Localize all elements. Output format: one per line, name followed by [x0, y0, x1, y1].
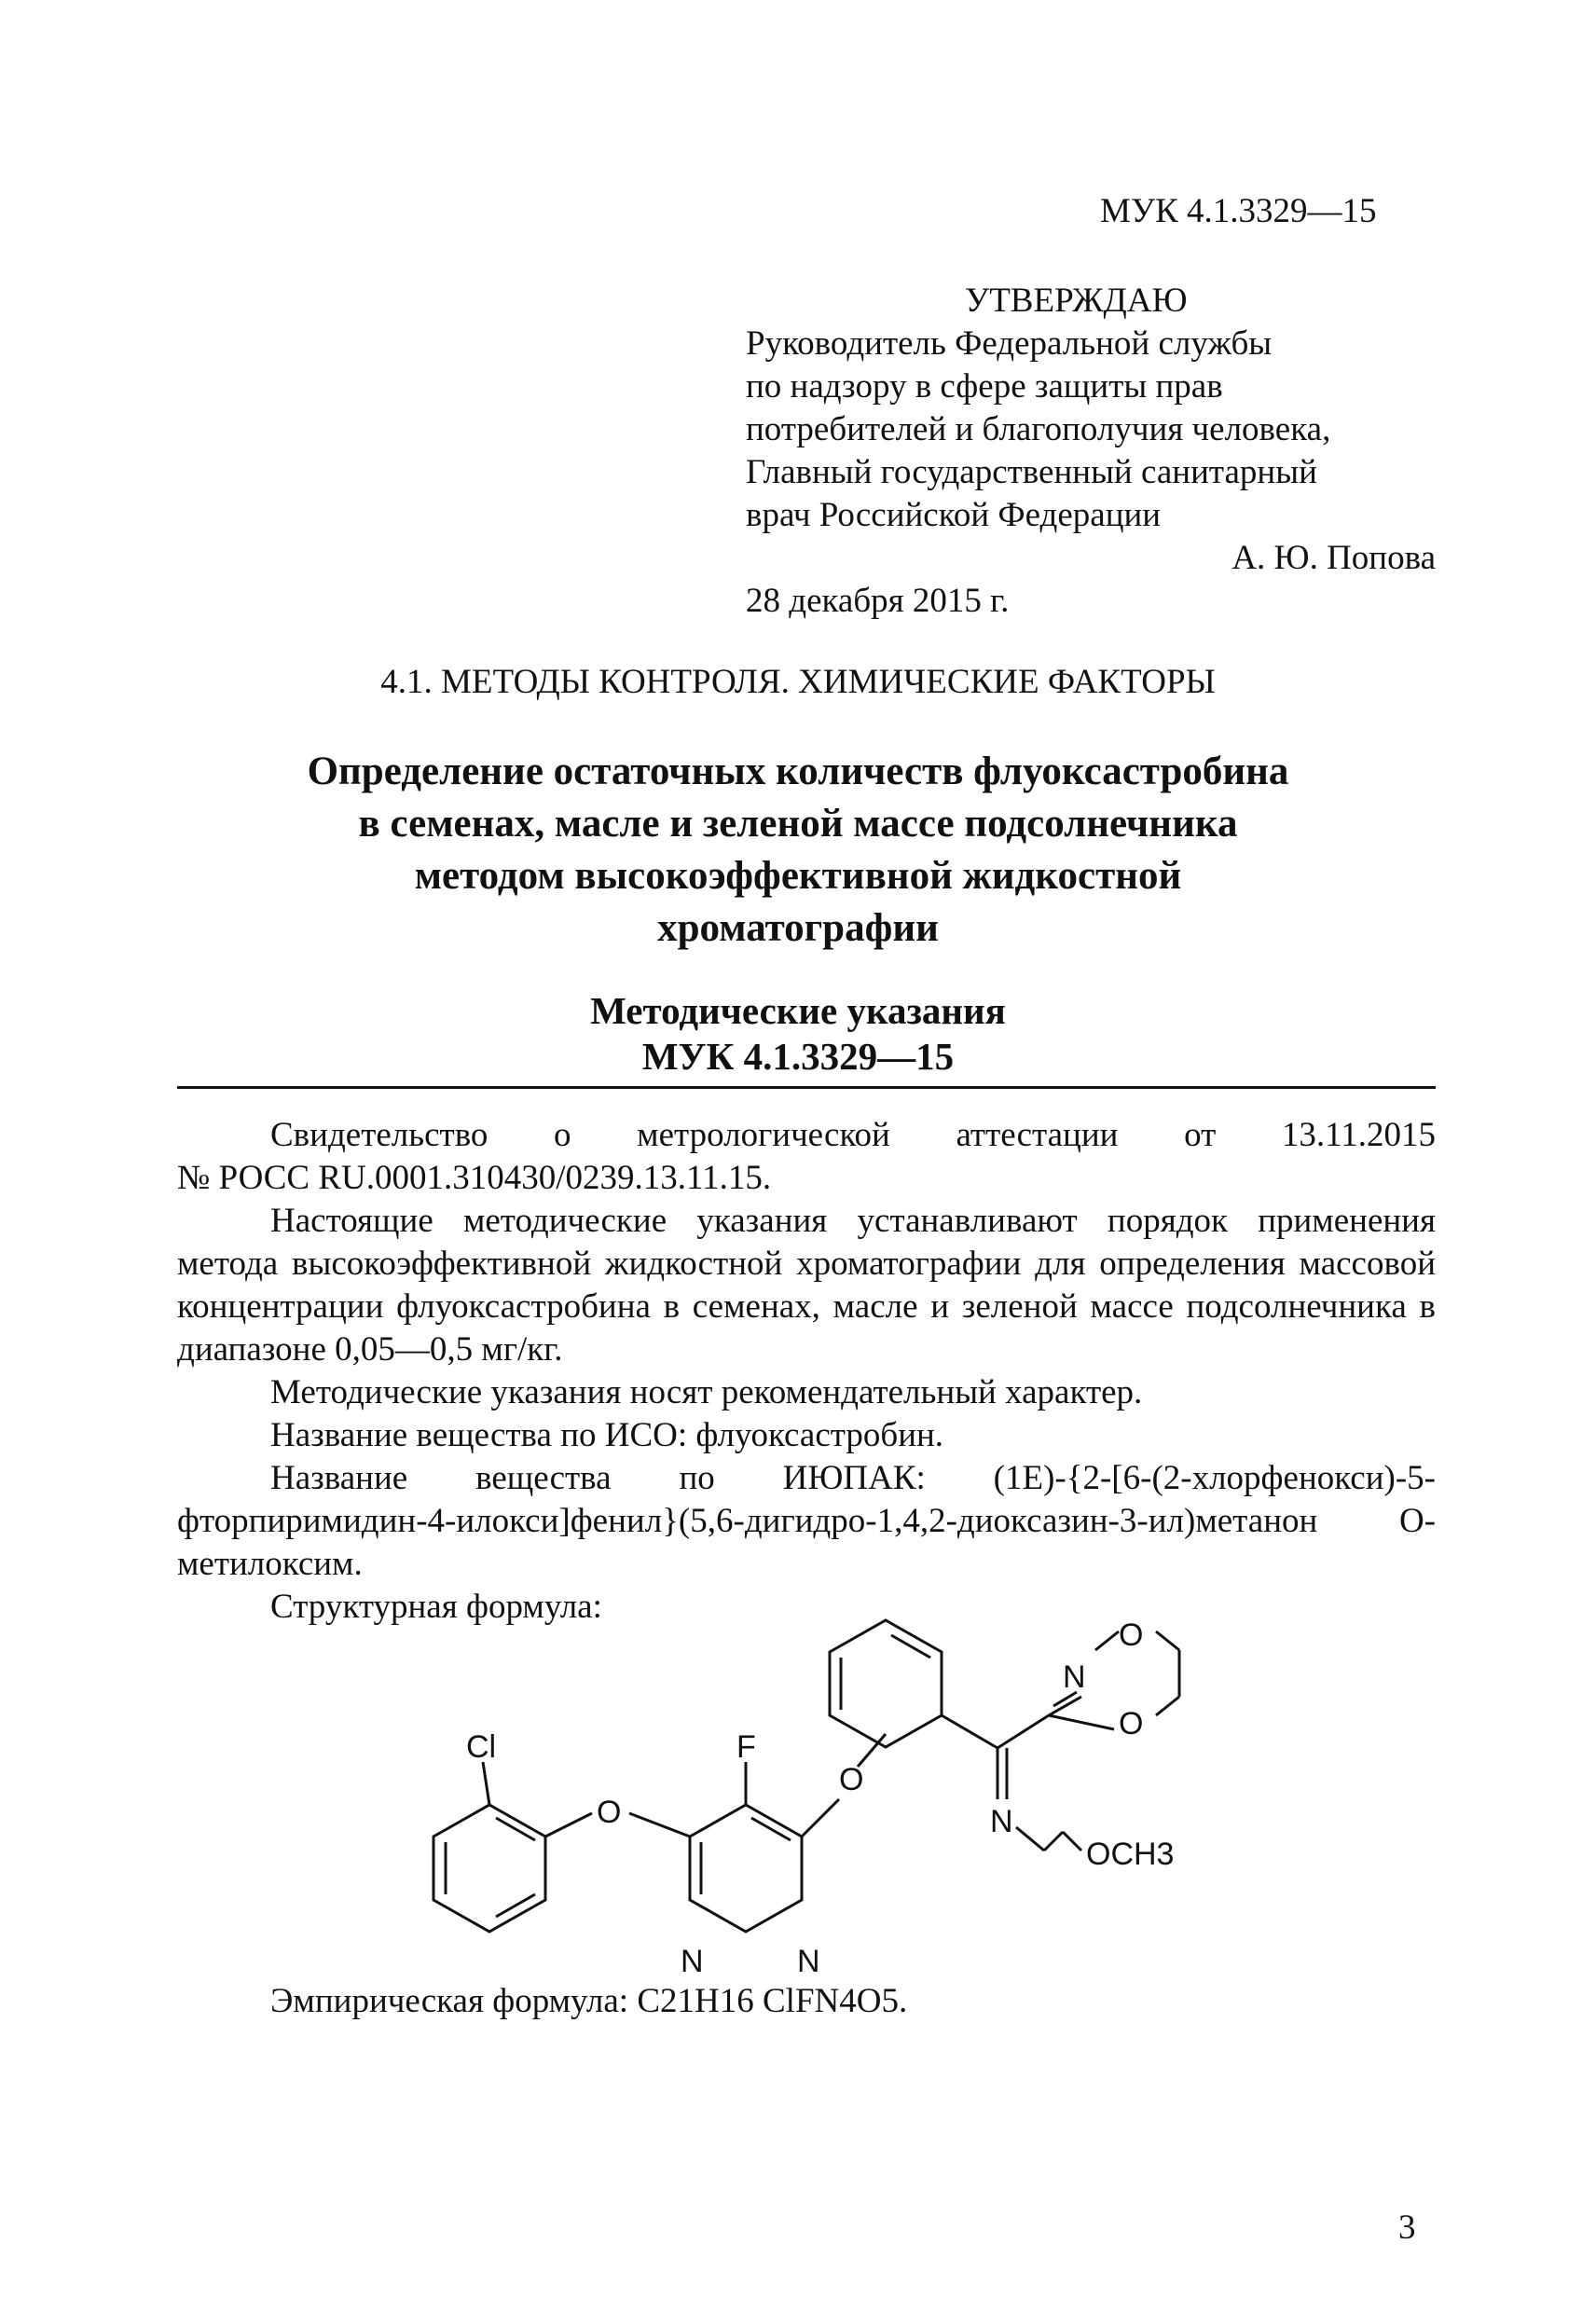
approval-line: по надзору в сфере защиты прав [746, 367, 1223, 406]
certificate-line: Свидетельство о метрологической аттестации от 13.11.2015 [270, 1116, 1436, 1154]
atom-n: N [681, 1944, 704, 1979]
atom-n: N [990, 1804, 1013, 1839]
empirical-formula [270, 1981, 907, 2021]
paragraph-advisory: Методические указания носят рекомендательный характер. [270, 1373, 1143, 1411]
approval-line: Главный государственный санитарный [746, 453, 1317, 491]
pyrimidine-ring [690, 1805, 802, 1932]
horizontal-rule [177, 1086, 1436, 1089]
approval-block [746, 280, 1436, 623]
paragraph-structure-label: Структурная формула: [270, 1588, 602, 1626]
title-line: Определение остаточных количеств флуоксастробина [307, 750, 1289, 793]
phenyl-ring [830, 1620, 942, 1747]
document-subtitle [0, 988, 1596, 1080]
subtitle-line: Методические указания [590, 989, 1006, 1032]
chlorophenyl-ring [433, 1805, 545, 1932]
paragraph-iupac-name: Название вещества по ИЮПАК: (1Е)-{2-[6-(2-хлорфенокси)-5-фторпиримидин-4-илокси]фенил}(5,6-дигидро-1,4,2-диоксазин-3-ил)метанон О-метилоксим. [177, 1459, 1436, 1583]
paragraph-iso-name: Название вещества по ИСО: флуоксастробин. [270, 1416, 944, 1454]
empirical-label: Эмпирическая формула: [270, 1982, 629, 2020]
document-code: МУК 4.1.3329—15 [1100, 192, 1377, 230]
certificate-number: № РОСС RU.0001.310430/0239.13.11.15. [177, 1159, 772, 1197]
structural-formula [401, 1617, 1240, 1979]
body-text [177, 1114, 1436, 1629]
approval-heading: УТВЕРЖДАЮ [965, 282, 1188, 320]
paragraph-scope: Настоящие методические указания устанавливают порядок применения метода высокоэффективной жидкостной хроматографии для определения массовой концентрации флуоксастробина в семенах, масле и зеленой массе подсолнечника в диапазоне 0,05—0,5 мг/кг. [177, 1202, 1436, 1369]
approval-line: потребителей и благополучия человека, [746, 410, 1331, 448]
approval-line: врач Российской Федерации [746, 496, 1162, 534]
atom-n: N [797, 1944, 820, 1979]
atom-o: O [839, 1762, 864, 1797]
title-line: хроматографии [657, 906, 939, 950]
group-och3: OCH3 [1086, 1837, 1175, 1872]
atom-o: O [597, 1795, 622, 1830]
approval-line: Руководитель Федеральной службы [746, 324, 1273, 363]
approval-date: 28 декабря 2015 г. [746, 582, 1010, 620]
empirical-value: C21H16 ClFN4O5. [637, 1982, 908, 2020]
page-number: 3 [1398, 2209, 1416, 2247]
document-title [0, 746, 1596, 955]
atom-cl: Cl [466, 1729, 497, 1765]
subtitle-code: МУК 4.1.3329—15 [641, 1035, 955, 1078]
atom-o: O [1119, 1617, 1144, 1653]
atom-f: F [736, 1729, 756, 1765]
section-heading: 4.1. МЕТОДЫ КОНТРОЛЯ. ХИМИЧЕСКИЕ ФАКТОРЫ [380, 663, 1216, 701]
atom-o: O [1119, 1706, 1144, 1741]
atom-n: N [1063, 1659, 1086, 1695]
approver-name: А. Ю. Попова [1231, 539, 1436, 577]
title-line: методом высокоэффективной жидкостной [414, 854, 1182, 898]
title-line: в семенах, масле и зеленой массе подсолнечника [358, 802, 1238, 846]
